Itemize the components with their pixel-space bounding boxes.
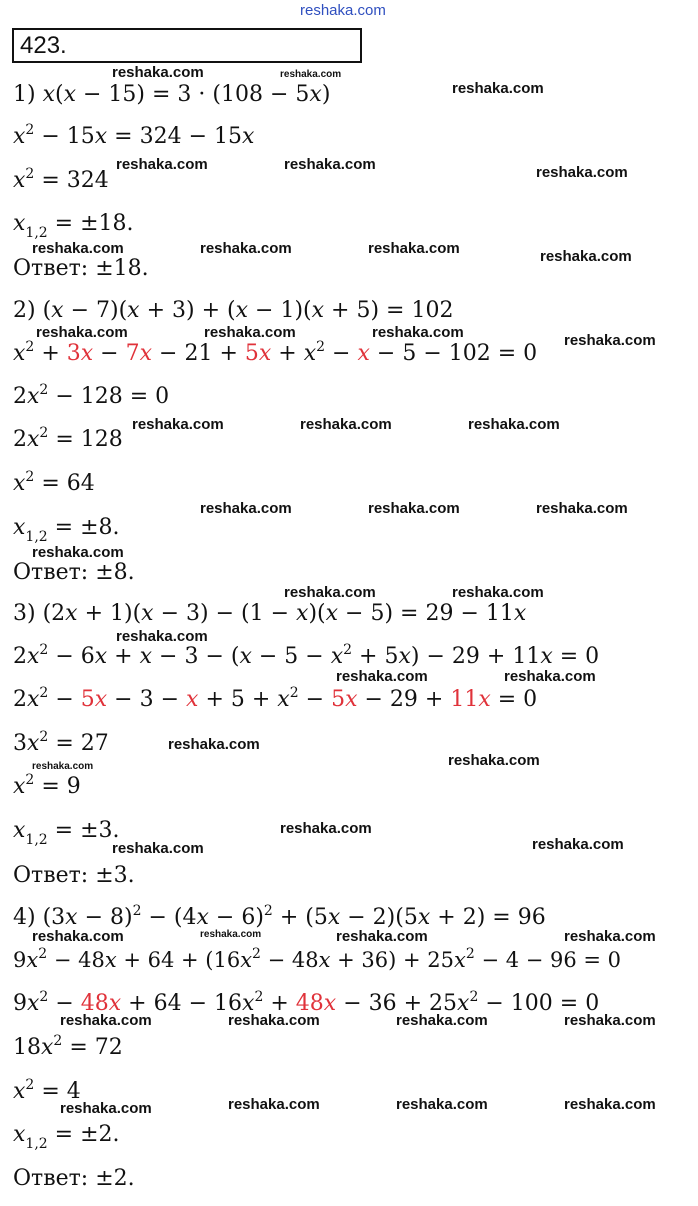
watermark: reshaka.com [32,928,124,945]
solution-line: 1) x(x − 15) = 3 · (108 − 5x) [13,82,331,107]
watermark: reshaka.com [452,80,544,97]
watermark: reshaka.com [32,240,124,257]
watermark: reshaka.com [200,240,292,257]
watermark: reshaka.com [228,1012,320,1029]
watermark: reshaka.com [448,752,540,769]
watermark: reshaka.com [228,1096,320,1113]
watermark: reshaka.com [336,668,428,685]
solution-line: $2x^2 - 128 = 0$ [13,382,170,409]
solution-line: $x^2 - 15x = 324 - 15x$ [13,122,255,149]
watermark: reshaka.com [280,69,342,80]
solution-line: $x^2 = 324$ [13,166,109,193]
watermark: reshaka.com [368,500,460,517]
watermark: reshaka.com [284,584,376,601]
watermark: reshaka.com [372,324,464,341]
solution-line: $2x^2 - 5x - 3 - x + 5 + x^2 - 5x - 29 + 11x = 0$ [13,685,538,712]
watermark: reshaka.com [200,929,262,940]
watermark: reshaka.com [132,416,224,433]
watermark: reshaka.com [396,1012,488,1029]
watermark: reshaka.com [204,324,296,341]
solution-line: $3x^2 = 27$ [13,729,109,756]
watermark: reshaka.com [112,840,204,857]
watermark: reshaka.com [280,820,372,837]
watermark: reshaka.com [504,668,596,685]
watermark: reshaka.com [536,164,628,181]
solution-line: $x_{1,2} = \pm 18$. [13,211,134,241]
solution-line: 4) $(3x - 8)^2 - (4x - 6)^2 + (5x - 2)(5x + 2) = 96$ [13,903,546,930]
watermark: reshaka.com [60,1012,152,1029]
watermark: reshaka.com [564,928,656,945]
watermark: reshaka.com [336,928,428,945]
solution-line: $x^2 = 9$ [13,772,81,799]
solution-line: $x_{1,2} = \pm 8$. [13,515,120,545]
solution-line: $x_{1,2} = \pm 3$. [13,818,120,848]
solution-line: Ответ: ±3. [13,863,135,888]
watermark: reshaka.com [60,1100,152,1117]
watermark: reshaka.com [564,1012,656,1029]
solution-line: $2x^2 - 6x + x - 3 - (x - 5 - x^2 + 5x) - 29 + 11x = 0$ [13,642,600,669]
task-number-box [12,28,362,63]
watermark: reshaka.com [200,500,292,517]
watermark: reshaka.com [112,64,204,81]
watermark: reshaka.com [540,248,632,265]
watermark: reshaka.com [396,1096,488,1113]
watermark: reshaka.com [284,156,376,173]
solution-line: $x^2 = 4$ [13,1077,81,1104]
solution-line: $2x^2 = 128$ [13,425,123,452]
watermark: reshaka.com [564,332,656,349]
solution-line: 3) (2x + 1)(x − 3) − (1 − x)(x − 5) = 29 − 11x [13,601,527,626]
solution-line: Ответ: ±2. [13,1166,135,1191]
watermark: reshaka.com [536,500,628,517]
solution-line: 2) (x − 7)(x + 3) + (x − 1)(x + 5) = 102 [13,298,454,323]
solution-line: $x_{1,2} = \pm 2$. [13,1122,120,1152]
solution-line: $18x^2 = 72$ [13,1033,123,1060]
site-header-link[interactable]: reshaka.com [300,2,386,19]
watermark: reshaka.com [452,584,544,601]
solution-line: $9x^2 - 48x + 64 + (16x^2 - 48x + 36) + 25x^2 - 4 - 96 = 0$ [13,946,622,972]
watermark: reshaka.com [564,1096,656,1113]
watermark: reshaka.com [116,156,208,173]
watermark: reshaka.com [468,416,560,433]
task-number: 423. [20,32,67,59]
solution-line: Ответ: ±18. [13,256,149,281]
watermark: reshaka.com [36,324,128,341]
watermark: reshaka.com [368,240,460,257]
watermark: reshaka.com [32,544,124,561]
watermark: reshaka.com [300,416,392,433]
solution-line: $x^2 + 3x - 7x - 21 + 5x + x^2 - x - 5 - 102 = 0$ [13,339,538,366]
watermark: reshaka.com [116,628,208,645]
solution-line: $9x^2 - 48x + 64 - 16x^2 + 48x - 36 + 25x^2 - 100 = 0$ [13,989,600,1016]
watermark: reshaka.com [532,836,624,853]
watermark: reshaka.com [168,736,260,753]
solution-line: Ответ: ±8. [13,560,135,585]
watermark: reshaka.com [32,761,94,772]
solution-line: $x^2 = 64$ [13,469,95,496]
